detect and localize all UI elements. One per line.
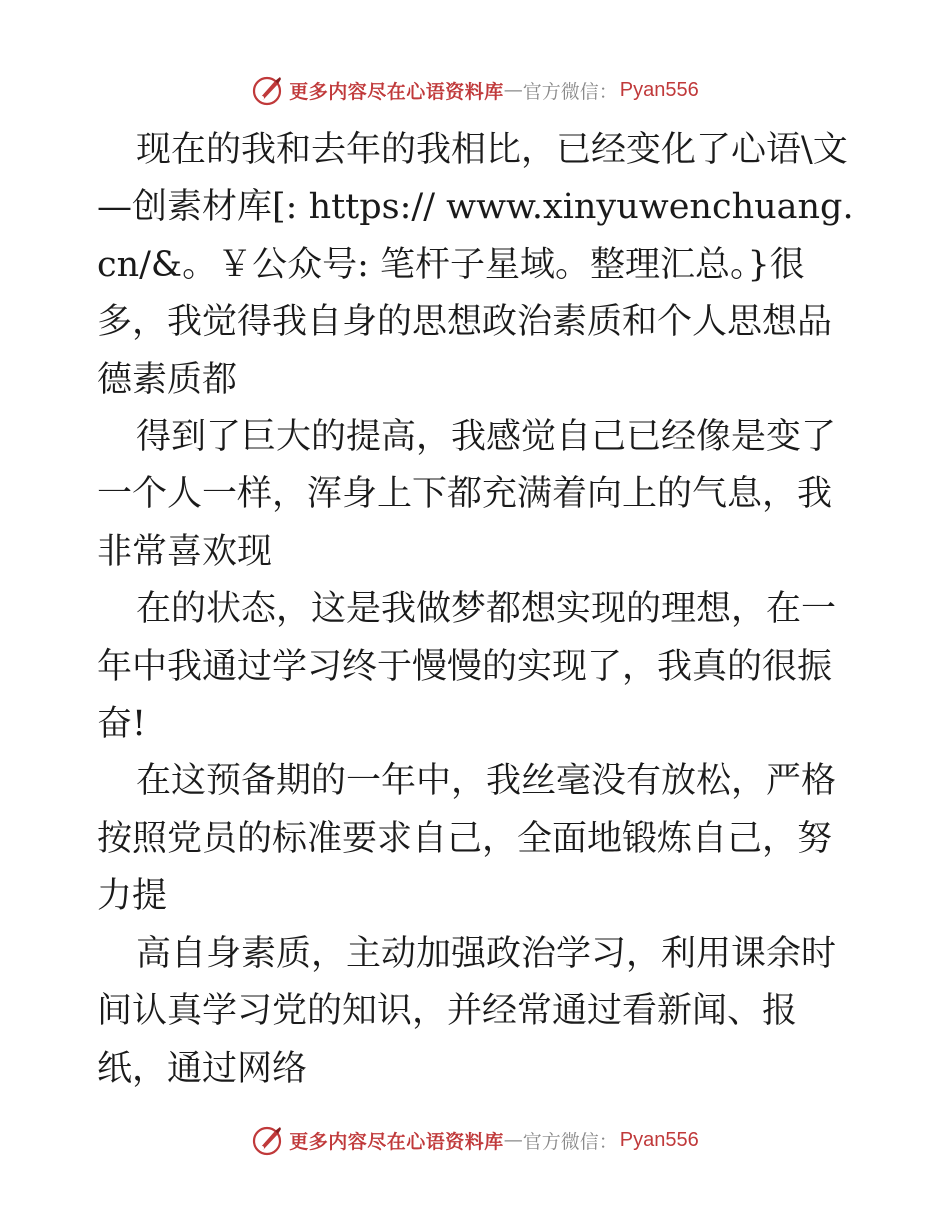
banner-separator: — — [503, 1129, 523, 1151]
wechat-label: 官方微信： — [522, 80, 618, 103]
footer-watermark — [0, 1120, 950, 1160]
site-name: 更多内容尽在心语资料库 — [289, 80, 504, 103]
paragraph: 在这预备期的一年中，我丝毫没有放松，严格按照党员的标准要求自己，全面地锻炼自己，努力提 — [97, 761, 837, 917]
wechat-id: Pyan556 — [619, 78, 699, 101]
wechat-id: Pyan556 — [619, 1128, 699, 1151]
document-body — [97, 122, 857, 1098]
quill-pen-logo-icon — [251, 1123, 285, 1157]
wechat-label: 官方微信： — [522, 1130, 618, 1153]
header-watermark — [0, 70, 950, 110]
banner-separator: — — [503, 79, 523, 101]
paragraph: 现在的我和去年的我相比，已经变化了心语\文—创素材库[: https:// www.xinyuwenchuang.cn/&。￥公众号: 笔杆子星域。整理汇总。}很多，我觉得我自身的思想政治素质和个人思想品德素质都 — [97, 130, 854, 400]
paragraph: 得到了巨大的提高，我感觉自己已经像是变了一个人一样，浑身上下都充满着向上的气息，我非常喜欢现 — [97, 417, 837, 572]
site-name: 更多内容尽在心语资料库 — [289, 1130, 504, 1153]
paragraph: 在的状态，这是我做梦都想实现的理想，在一年中我通过学习终于慢慢的实现了，我真的很振奋! — [97, 589, 837, 745]
paragraph: 高自身素质，主动加强政治学习，利用课余时间认真学习党的知识，并经常通过看新闻、报纸，通过网络 — [97, 933, 837, 1089]
quill-pen-logo-icon — [251, 73, 285, 107]
